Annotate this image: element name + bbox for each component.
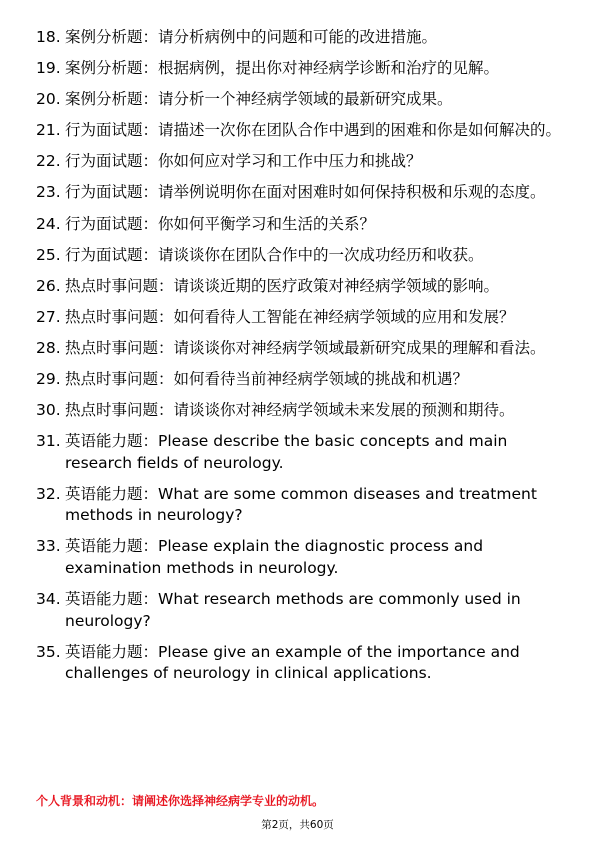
question-number: 24. <box>36 214 61 233</box>
question-text: 案例分析题：根据病例，提出你对神经病学诊断和治疗的见解。 <box>65 59 500 78</box>
question-number: 28. <box>36 338 61 357</box>
question-text: 热点时事问题：如何看待人工智能在神经病学领域的应用和发展？ <box>65 307 515 326</box>
question-item <box>36 27 566 49</box>
question-item <box>36 400 566 422</box>
question-number: 34. <box>36 590 61 608</box>
question-number: 20. <box>36 90 61 109</box>
question-text: 案例分析题：请分析病例中的问题和可能的改进措施。 <box>65 28 438 46</box>
question-item <box>36 431 566 474</box>
question-item <box>36 245 566 267</box>
question-number: 23. <box>36 183 61 202</box>
question-list <box>36 27 566 694</box>
question-number: 31. <box>36 432 61 451</box>
question-text: 行为面试题：你如何平衡学习和生活的关系？ <box>65 214 376 233</box>
question-item <box>36 120 566 142</box>
question-item <box>36 89 566 111</box>
question-number: 35. <box>36 642 61 661</box>
question-text: 热点时事问题：如何看待当前神经病学领域的挑战和机遇？ <box>65 370 469 389</box>
question-text: 英语能力题：Please give an example of the importance and challenges of neurology in clinical applications. <box>65 642 520 683</box>
question-text: 热点时事问题：请谈谈你对神经病学领域最新研究成果的理解和看法。 <box>65 338 546 357</box>
question-item <box>36 536 566 579</box>
question-number: 33. <box>36 537 61 556</box>
question-item <box>36 276 566 298</box>
question-text: 行为面试题：请举例说明你在面对困难时如何保持积极和乐观的态度。 <box>65 183 546 202</box>
question-number: 22. <box>36 152 61 171</box>
question-item <box>36 58 566 80</box>
question-item <box>36 214 566 236</box>
question-item <box>36 338 566 360</box>
question-number: 27. <box>36 307 61 326</box>
question-text: 英语能力题：What are some common diseases and treatment methods in neurology? <box>65 484 537 525</box>
question-text: 热点时事问题：请谈谈近期的医疗政策对神经病学领域的影响。 <box>65 276 500 295</box>
motivation-note: 个人背景和动机：请阐述你选择神经病学专业的动机。 <box>36 794 325 808</box>
question-number: 26. <box>36 276 61 295</box>
question-number: 18. <box>36 28 61 46</box>
question-item <box>36 642 566 685</box>
question-number: 32. <box>36 484 61 503</box>
question-number: 19. <box>36 59 61 78</box>
question-number: 25. <box>36 245 61 264</box>
question-text: 英语能力题：What research methods are commonly used in neurology? <box>65 590 521 630</box>
question-text: 案例分析题：请分析一个神经病学领域的最新研究成果。 <box>65 90 453 109</box>
question-number: 30. <box>36 401 61 420</box>
question-item <box>36 589 566 632</box>
question-item <box>36 369 566 391</box>
question-number: 29. <box>36 370 61 389</box>
question-text: 英语能力题：Please explain the diagnostic process and examination methods in neurology. <box>65 537 484 577</box>
question-item <box>36 307 566 329</box>
question-text: 行为面试题：你如何应对学习和工作中压力和挑战？ <box>65 152 422 171</box>
question-item <box>36 182 566 204</box>
question-text: 行为面试题：请描述一次你在团队合作中遇到的困难和你是如何解决的。 <box>65 121 562 140</box>
question-number: 21. <box>36 121 61 140</box>
question-item <box>36 484 566 527</box>
page-number: 第2页，共60页 <box>261 819 334 831</box>
question-text: 热点时事问题：请谈谈你对神经病学领域未来发展的预测和期待。 <box>65 401 515 420</box>
question-text: 英语能力题：Please describe the basic concepts and main research fields of neurology. <box>65 432 508 472</box>
question-text: 行为面试题：请谈谈你在团队合作中的一次成功经历和收获。 <box>65 245 484 264</box>
question-item <box>36 151 566 173</box>
